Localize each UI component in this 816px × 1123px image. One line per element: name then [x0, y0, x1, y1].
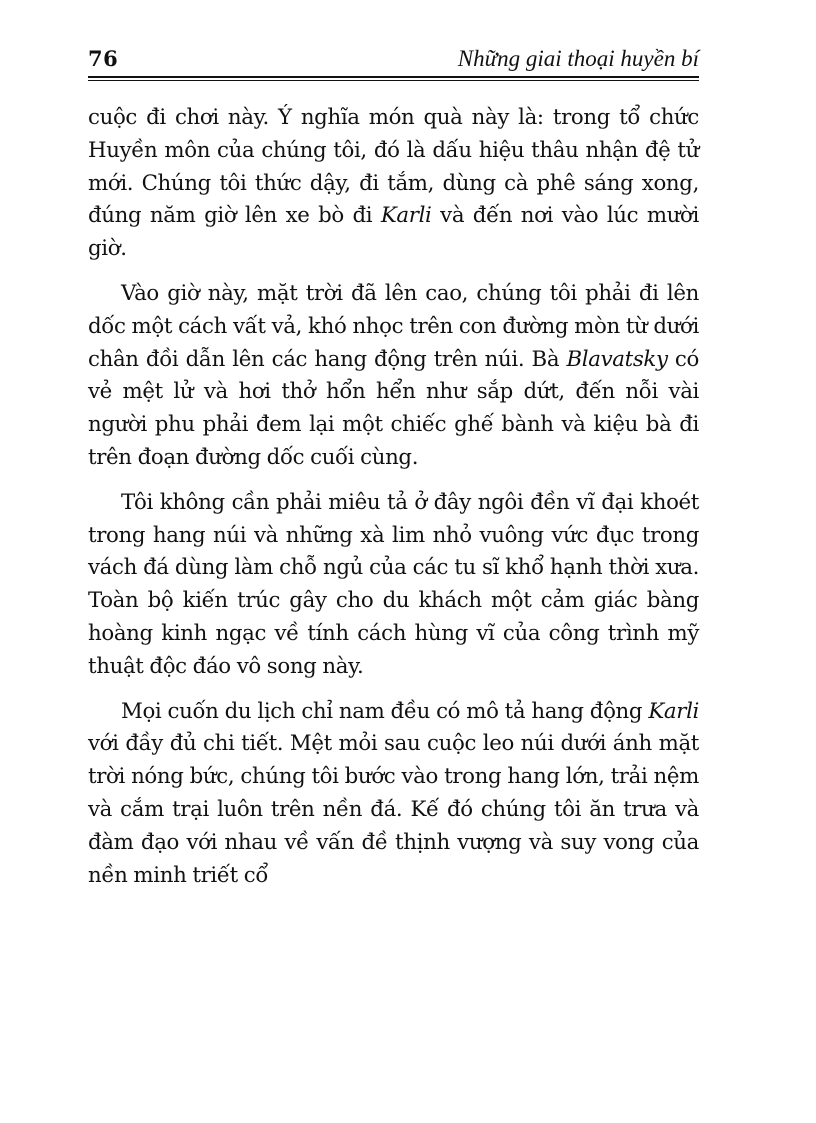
place-name-karli: Karli: [648, 698, 699, 724]
paragraph-4: [88, 696, 699, 893]
text-segment: Vào giờ này, mặt trời đã lên cao, chúng tôi phải đi lên dốc một cách vất vả, khó nhọc trên con đường mòn từ dưới chân đồi dẫn lên các hang động trên núi. Bà: [88, 280, 699, 372]
text-segment: có vẻ mệt lử và hơi thở hổn hển như sắp dứt, đến nỗi vài người phu phải đem lại một chiếc ghế bành và kiệu bà đi trên đoạn đường dốc cuối cùng.: [88, 346, 699, 470]
page-header: [88, 44, 699, 74]
paragraph-2: [88, 278, 699, 475]
header-rule-thin: [88, 80, 699, 81]
text-segment: với đầy đủ chi tiết. Mệt mỏi sau cuộc leo núi dưới ánh mặt trời nóng bức, chúng tôi bước vào trong hang lớn, trải nệm và cắm trại luôn trên nền đá. Kế đó chúng tôi ăn trưa và đàm đạo với nhau về vấn đề thịnh vượng và suy vong của nền minh triết cổ: [88, 731, 699, 888]
page-number: 76: [88, 46, 119, 71]
body-text: [88, 102, 699, 904]
header-rule-thick: [88, 76, 699, 78]
paragraph-3: [88, 487, 699, 684]
place-name-karli: Karli: [380, 203, 432, 229]
text-segment: Tôi không cần phải miêu tả ở đây ngôi đền vĩ đại khoét trong hang núi và những xà lim nhỏ vuông vức đục trong vách đá dùng làm chỗ ngủ của các tu sĩ khổ hạnh thời xưa. Toàn bộ kiến trúc gây cho du khách một cảm giác bàng hoàng kinh ngạc về tính cách hùng vĩ của công trình mỹ thuật độc đáo vô song này.: [88, 489, 699, 679]
running-title: Những giai thoại huyền bí: [457, 46, 699, 71]
text-segment: và đến nơi vào lúc mười giờ.: [88, 203, 699, 262]
paragraph-1: [88, 102, 699, 266]
person-name-blavatsky: Blavatsky: [566, 346, 668, 372]
text-segment: Mọi cuốn du lịch chỉ nam đều có mô tả hang động: [121, 698, 649, 724]
text-segment: cuộc đi chơi này. Ý nghĩa món quà này là: trong tổ chức Huyền môn của chúng tôi, đó là dấu hiệu thâu nhận đệ tử mới. Chúng tôi thức dậy, đi tắm, dùng cà phê sáng xong, đúng năm giờ lên xe bò đi: [88, 105, 699, 229]
